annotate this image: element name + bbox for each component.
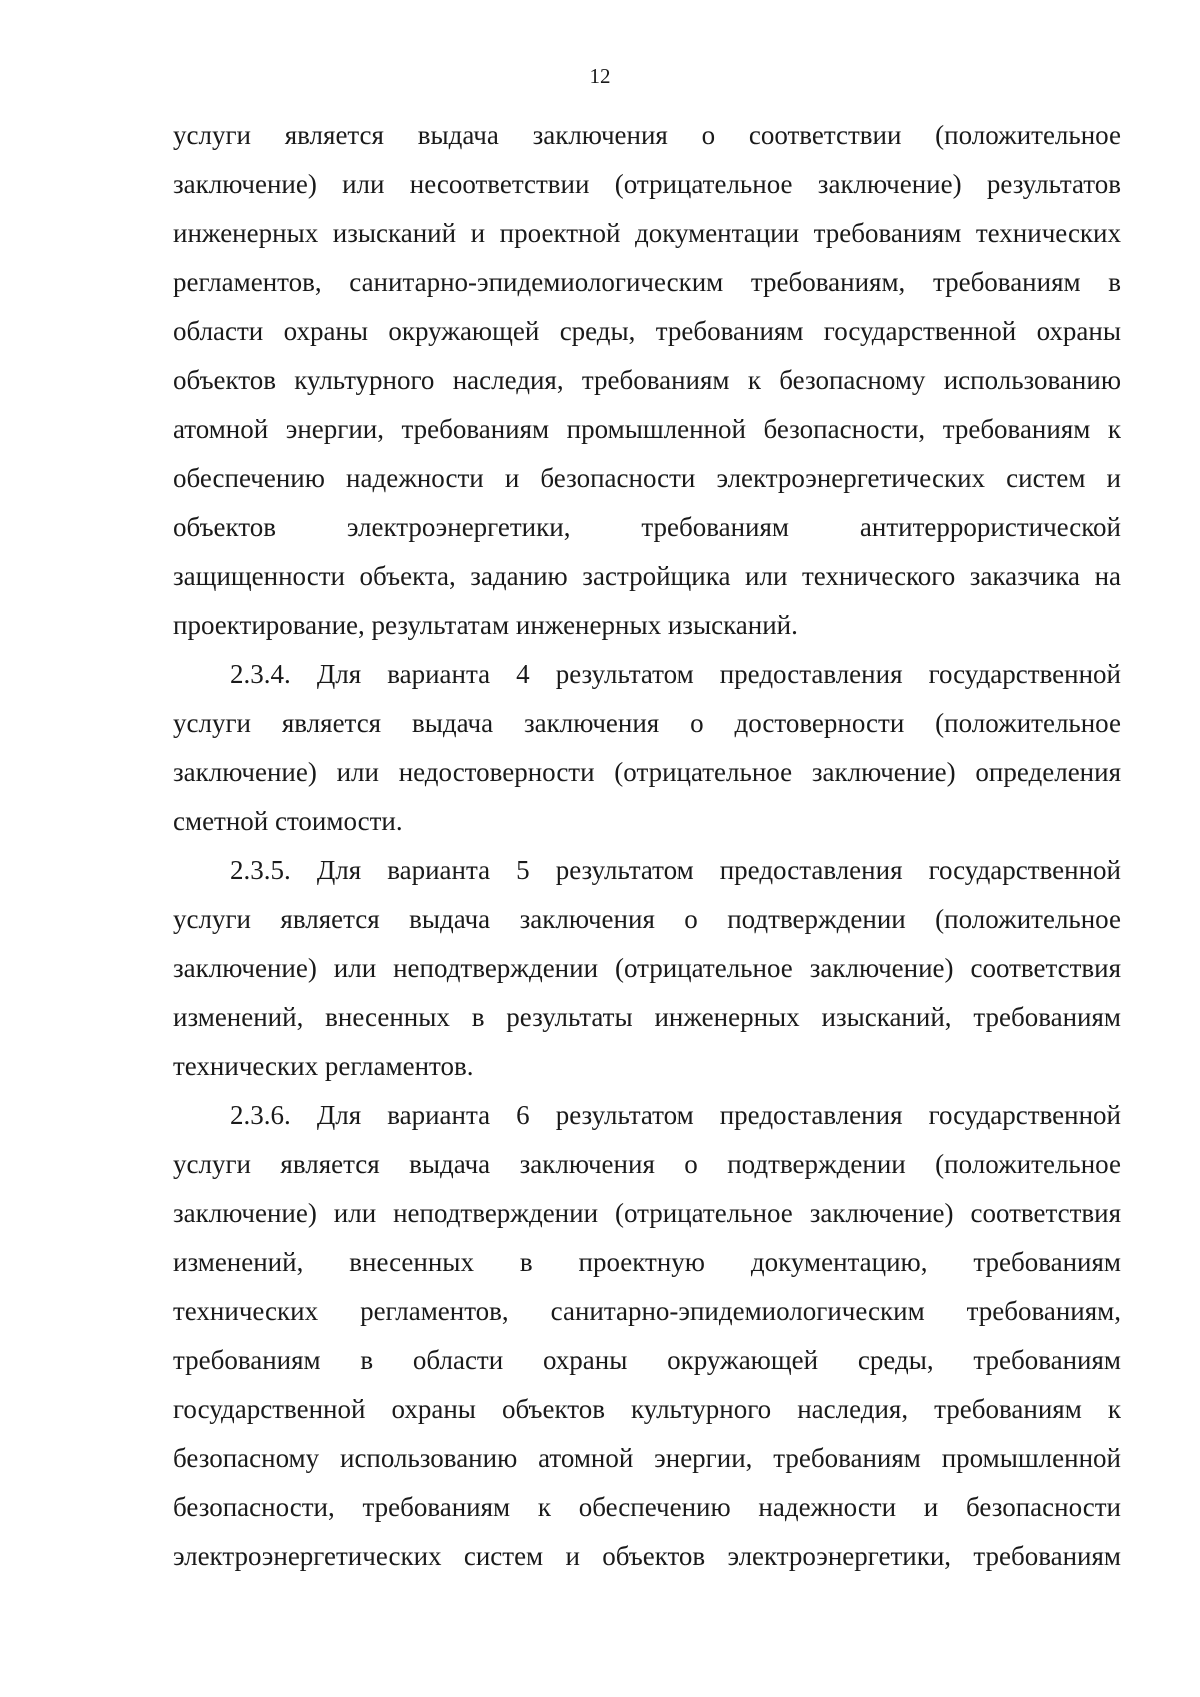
- text-line: регламентов, санитарно-эпидемиологическим требованиям, требованиям в: [173, 267, 1121, 297]
- text-line: услуги является выдача заключения о соответствии (положительное: [173, 120, 1121, 150]
- text-line: услуги является выдача заключения о подтверждении (положительное: [173, 1149, 1121, 1179]
- text-line: проектирование, результатам инженерных изысканий.: [173, 610, 798, 640]
- text-line: 2.3.6. Для варианта 6 результатом предоставления государственной: [230, 1100, 1121, 1130]
- text-line: объектов культурного наследия, требованиям к безопасному использованию: [173, 365, 1121, 395]
- text-line: технических регламентов.: [173, 1051, 474, 1081]
- text-line: изменений, внесенных в проектную документацию, требованиям: [173, 1247, 1121, 1277]
- paragraph: [173, 111, 1121, 650]
- text-line: государственной охраны объектов культурного наследия, требованиям к: [173, 1394, 1121, 1424]
- text-line: требованиям в области охраны окружающей среды, требованиям: [173, 1345, 1121, 1375]
- text-line: заключение) или неподтверждении (отрицательное заключение) соответствия: [173, 1198, 1121, 1228]
- text-line: объектов электроэнергетики, требованиям антитеррористической: [173, 512, 1121, 542]
- paragraph: [173, 650, 1121, 846]
- text-line: атомной энергии, требованиям промышленной безопасности, требованиям к: [173, 414, 1121, 444]
- text-line: технических регламентов, санитарно-эпидемиологическим требованиям,: [173, 1296, 1121, 1326]
- text-line: инженерных изысканий и проектной документации требованиям технических: [173, 218, 1121, 248]
- document-body: [173, 111, 1121, 1581]
- text-line: безопасности, требованиям к обеспечению надежности и безопасности: [173, 1492, 1121, 1522]
- text-line: изменений, внесенных в результаты инженерных изысканий, требованиям: [173, 1002, 1121, 1032]
- text-line: 2.3.4. Для варианта 4 результатом предоставления государственной: [230, 659, 1121, 689]
- text-line: заключение) или неподтверждении (отрицательное заключение) соответствия: [173, 953, 1121, 983]
- text-line: услуги является выдача заключения о достоверности (положительное: [173, 708, 1121, 738]
- text-line: области охраны окружающей среды, требованиям государственной охраны: [173, 316, 1121, 346]
- page-number: 12: [589, 64, 611, 88]
- text-line: услуги является выдача заключения о подтверждении (положительное: [173, 904, 1121, 934]
- text-line: обеспечению надежности и безопасности электроэнергетических систем и: [173, 463, 1121, 493]
- text-line: заключение) или несоответствии (отрицательное заключение) результатов: [173, 169, 1121, 199]
- paragraph: [173, 846, 1121, 1091]
- text-line: сметной стоимости.: [173, 806, 403, 836]
- text-line: электроэнергетических систем и объектов электроэнергетики, требованиям: [173, 1541, 1121, 1571]
- text-line: 2.3.5. Для варианта 5 результатом предоставления государственной: [230, 855, 1121, 885]
- text-line: защищенности объекта, заданию застройщика или технического заказчика на: [173, 561, 1121, 591]
- paragraph: [173, 1091, 1121, 1581]
- text-line: безопасному использованию атомной энергии, требованиям промышленной: [173, 1443, 1121, 1473]
- text-line: заключение) или недостоверности (отрицательное заключение) определения: [173, 757, 1121, 787]
